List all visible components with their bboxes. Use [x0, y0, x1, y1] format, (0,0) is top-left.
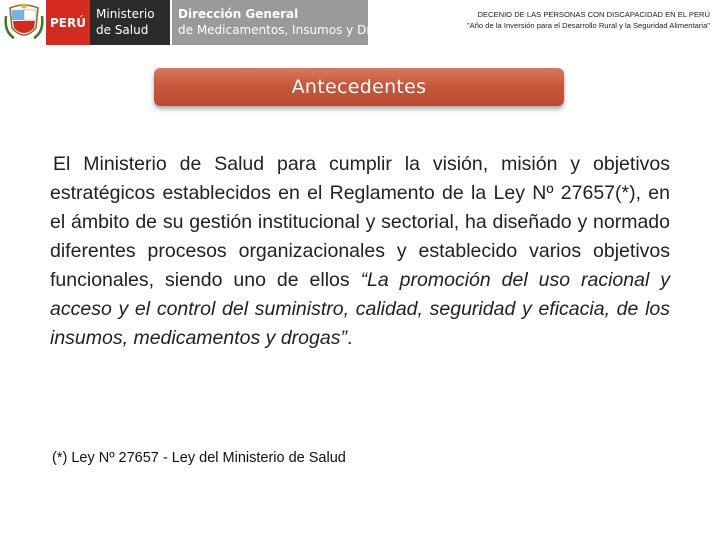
- paragraph-quote: “La promoción del uso racional y acceso y el control del suministro, calidad, seguridad y eficacia, de los insumos, medicamentos y drogas”: [50, 269, 670, 349]
- paragraph-end: .: [346, 327, 353, 349]
- body-paragraph: [50, 150, 670, 353]
- decenio-line-1: DECENIO DE LAS PERSONAS CON DISCAPACIDAD EN EL PERÚ: [477, 10, 710, 19]
- decenio-line-2: "Año de la Inversión para el Desarrollo Rural y la Seguridad Alimentaria": [466, 21, 710, 30]
- coat-of-arms-icon: [2, 2, 46, 46]
- paragraph-start: El Ministerio de Salud para cumplir la visión, misión y objetivos estratégicos establecidos en el Reglamento de la Ley Nº 27657(*), en el ámbito de su gestión institucional y sectorial, ha diseñado y normado diferentes procesos organizacionales y establecido varios objetivos funcionales, siendo uno de ellos: [50, 153, 670, 291]
- ministry-line-1: Ministerio: [96, 7, 155, 21]
- ministry-label: [90, 0, 170, 45]
- footnote: (*) Ley Nº 27657 - Ley del Ministerio de Salud: [52, 450, 346, 466]
- direction-line-2: de Medicamentos, Insumos y Drogas: [178, 23, 400, 37]
- peru-badge: PERÚ: [46, 0, 90, 45]
- direction-line-1: Dirección General: [178, 7, 299, 21]
- header-bar: [0, 0, 720, 48]
- decenio-text: [410, 9, 710, 31]
- direction-label: [172, 0, 400, 45]
- section-title: Antecedentes: [291, 76, 427, 98]
- section-title-banner: [154, 68, 564, 106]
- ministry-line-2: de Salud: [96, 23, 149, 37]
